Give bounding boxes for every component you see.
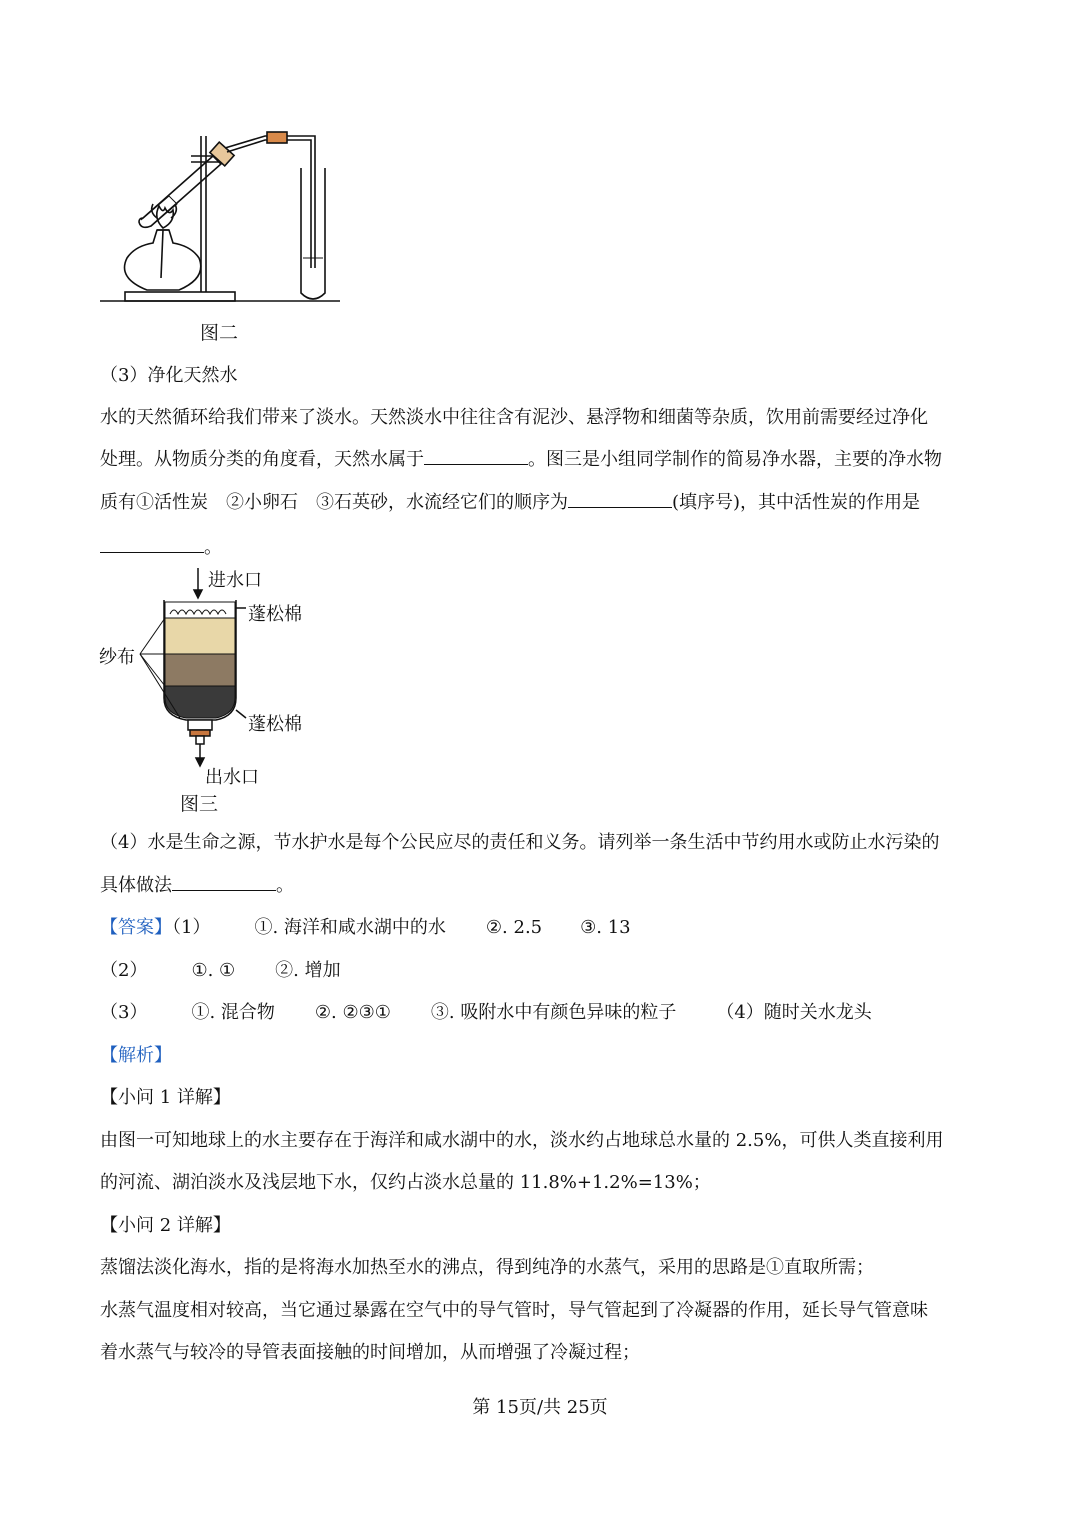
section4-line2-text-a: 具体做法 xyxy=(100,875,172,896)
answer-r2-a: ①. ① xyxy=(191,960,236,981)
section3-line3-text-b: (填序号)，其中活性炭的作用是 xyxy=(672,492,921,513)
answer-row-2 xyxy=(100,956,341,982)
label-cotton-top: 蓬松棉 xyxy=(248,604,302,625)
answer-tag: 【答案】 xyxy=(100,917,172,938)
analysis-q2-line1: 蒸馏法淡化海水，指的是将海水加热至水的沸点，得到纯净的水蒸气，采用的思路是①直取所需； xyxy=(100,1257,874,1278)
figure2-caption: 图二 xyxy=(200,322,239,344)
section3-line2-text-a: 处理。从物质分类的角度看，天然水属于 xyxy=(100,449,424,470)
page-number: 第 15页/共 25页 xyxy=(472,1397,608,1418)
answer-r1-c: ③. 13 xyxy=(580,917,631,938)
label-inlet: 进水口 xyxy=(208,570,262,591)
label-gauze: 纱布 xyxy=(99,647,135,668)
answer-r3-b: ②. ②③① xyxy=(314,1002,391,1023)
analysis-q2-line3: 着水蒸气与较冷的导管表面接触的时间增加，从而增强了冷凝过程； xyxy=(100,1342,640,1363)
figure3-caption: 图三 xyxy=(180,793,219,815)
answer-r2-num: （2） xyxy=(100,960,148,981)
answer-blank-order[interactable] xyxy=(568,489,672,508)
section4-paragraph-line2 xyxy=(100,871,294,897)
section4-line2-text-b: 。 xyxy=(276,875,294,896)
label-cotton-bottom: 蓬松棉 xyxy=(248,714,302,735)
answer-r2-b: ②. 增加 xyxy=(275,960,341,981)
answer-r3-a: ①. 混合物 xyxy=(191,1002,275,1023)
section3-line4-text: 。 xyxy=(204,537,222,558)
section3-paragraph-line2 xyxy=(100,445,942,471)
water-purifier-figure xyxy=(140,568,300,768)
answer-r3-c: ③. 吸附水中有颜色异味的粒子 xyxy=(430,1002,677,1023)
section3-paragraph-line3 xyxy=(100,488,920,514)
section3-heading: （3）净化天然水 xyxy=(100,365,238,386)
answer-row-3 xyxy=(100,998,872,1024)
analysis-q2-heading: 【小问 2 详解】 xyxy=(100,1215,231,1236)
answer-r1-b: ②. 2.5 xyxy=(485,917,543,938)
section3-paragraph-line1: 水的天然循环给我们带来了淡水。天然淡水中往往含有泥沙、悬浮物和细菌等杂质，饮用前需要经过净化 xyxy=(100,407,928,428)
answer-blank-water-saving-method[interactable] xyxy=(172,872,276,891)
answer-r3-num: （3） xyxy=(100,1002,148,1023)
analysis-q1-line2: 的河流、湖泊淡水及浅层地下水，仅约占淡水总量的 11.8%+1.2%=13%； xyxy=(100,1172,711,1193)
answer-r1-num: （1） xyxy=(172,917,211,938)
answer-blank-water-classification[interactable] xyxy=(424,446,528,465)
answer-blank-activated-carbon-role[interactable] xyxy=(100,534,204,553)
answer-row-1 xyxy=(100,913,631,939)
answer-r1-a: ①. 海洋和咸水湖中的水 xyxy=(254,917,446,938)
answer-r3-d: （4）随时关水龙头 xyxy=(716,1002,872,1023)
section4-paragraph-line1: （4）水是生命之源，节水护水是每个公民应尽的责任和义务。请列举一条生活中节约用水或防止水污染的 xyxy=(100,832,940,853)
analysis-q1-line1: 由图一可知地球上的水主要存在于海洋和咸水湖中的水，淡水约占地球总水量的 2.5%，可供人类直接利用 xyxy=(100,1130,944,1151)
analysis-q2-line2: 水蒸气温度相对较高，当它通过暴露在空气中的导气管时，导气管起到了冷凝器的作用，延长导气管意味 xyxy=(100,1300,928,1321)
section3-paragraph-line4 xyxy=(100,533,222,559)
distillation-apparatus-figure xyxy=(95,118,355,318)
section3-line3-text-a: 质有①活性炭 ②小卵石 ③石英砂，水流经它们的顺序为 xyxy=(100,492,568,513)
label-outlet: 出水口 xyxy=(205,767,259,788)
analysis-q1-heading: 【小问 1 详解】 xyxy=(100,1087,231,1108)
section3-line2-text-b: 。图三是小组同学制作的简易净水器，主要的净水物 xyxy=(528,449,942,470)
analysis-tag: 【解析】 xyxy=(100,1045,172,1066)
